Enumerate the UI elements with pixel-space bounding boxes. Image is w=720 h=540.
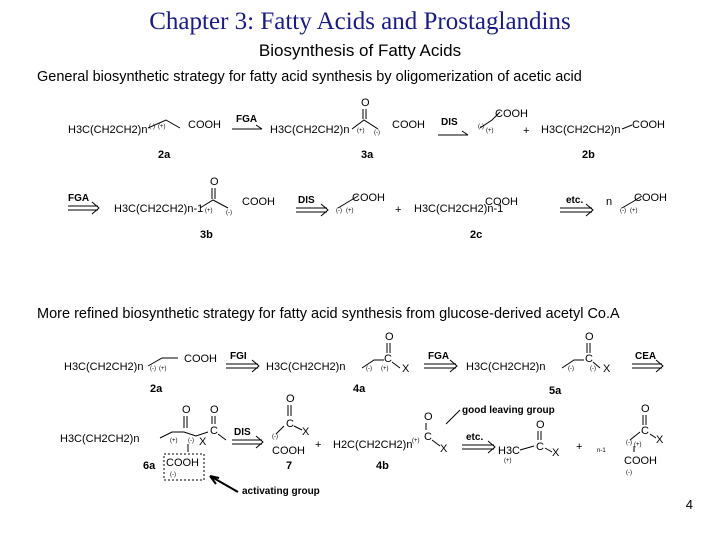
svg-text:(-): (-) — [170, 472, 176, 478]
strategy-text-1: General biosynthetic strategy for fatty acid synthesis by oligomerization of acetic acid — [37, 69, 582, 85]
note-activating-group: activating group — [242, 486, 320, 497]
compound-4a-chain: H3C(CH2CH2)n — [266, 361, 346, 373]
svg-text:(+): (+) — [357, 128, 365, 134]
label-2c: 2c — [470, 229, 483, 241]
compound-5a-carbon: C — [585, 353, 593, 365]
scheme-general — [0, 92, 720, 247]
leaving-group-pointer — [446, 410, 460, 424]
compound-2a-cooh: COOH — [188, 119, 221, 131]
arrow-fga2-label: FGA — [68, 193, 90, 204]
compound-4a-carbon: C — [384, 353, 392, 365]
svg-text:(-): (-) — [626, 440, 632, 446]
plus-3: + — [315, 439, 322, 451]
plus-2: + — [395, 204, 402, 216]
fragment-final-cooh: COOH — [634, 192, 667, 204]
fragment-malonyl-x: X — [656, 434, 664, 446]
compound-3a-cooh: COOH — [392, 119, 425, 131]
svg-text:(-): (-) — [374, 130, 380, 136]
compound-5a-oxygen: O — [585, 331, 594, 343]
arrow-dis3-label: DIS — [234, 427, 251, 438]
label-2a-b: 2a — [150, 383, 163, 395]
compound-2a-cooh-b: COOH — [184, 353, 217, 365]
compound-2a-chain: H3C(CH2CH2)n — [68, 124, 148, 136]
arrow-dis-label: DIS — [441, 117, 458, 128]
compound-6a-oxygen1: O — [182, 404, 191, 416]
svg-text:(+): (+) — [412, 438, 420, 444]
compound-3b-oxygen: O — [210, 176, 219, 188]
fragment-2b-cooh: COOH — [495, 108, 528, 120]
svg-text:(-): (-) — [149, 124, 155, 130]
arrow-cea-label: CEA — [635, 351, 657, 362]
label-4a: 4a — [353, 383, 366, 395]
compound-2b-cooh: COOH — [632, 119, 665, 131]
arrow-etc2-label: etc. — [466, 432, 484, 443]
strategy-text-2: More refined biosynthetic strategy for fatty acid synthesis from glucose-derived acetyl Co.A — [37, 306, 620, 322]
fragment-h3c: H3C — [498, 445, 521, 457]
slide-subtitle: Biosynthesis of Fatty Acids — [258, 41, 462, 60]
fragment-7-carbon: C — [286, 418, 294, 430]
arrow-fga3-label: FGA — [428, 351, 450, 362]
fragment-7-oxygen: O — [286, 393, 295, 405]
activating-group-arrow — [210, 476, 238, 492]
fragment-7-cooh: COOH — [272, 445, 305, 457]
svg-text:(-): (-) — [150, 366, 156, 372]
plus-4: + — [576, 441, 583, 453]
compound-3a-oxygen: O — [361, 97, 370, 109]
svg-text:(-): (-) — [626, 470, 632, 476]
page-number: 4 — [685, 497, 693, 512]
compound-4a-x: X — [402, 363, 410, 375]
fragment-malonyl-cooh: COOH — [624, 455, 657, 467]
plus-1: + — [523, 125, 530, 137]
compound-6a-x: X — [199, 436, 207, 448]
compound-2c-chain: H3C(CH2CH2)n-1 — [414, 203, 504, 215]
arrow-dis — [438, 131, 468, 135]
svg-text:(-): (-) — [478, 124, 484, 130]
compound-4b-x: X — [440, 443, 448, 455]
compound-4b-oxygen: O — [424, 411, 433, 423]
svg-text:(-): (-) — [568, 366, 574, 372]
arrow-dis2-label: DIS — [298, 195, 315, 206]
compound-3a-chain: H3C(CH2CH2)n — [270, 124, 350, 136]
label-2b: 2b — [582, 149, 595, 161]
compound-4a-oxygen: O — [385, 331, 394, 343]
compound-4b-chain: H2C(CH2CH2)n — [333, 439, 413, 451]
svg-text:(+): (+) — [381, 366, 389, 372]
label-5a: 5a — [549, 385, 562, 397]
arrow-fga-label: FGA — [236, 114, 258, 125]
arrow-fga — [232, 125, 262, 129]
compound-6a-carbon: C — [210, 425, 218, 437]
compound-6a-oxygen2: O — [210, 404, 219, 416]
slide-title: Chapter 3: Fatty Acids and Prostaglandins — [149, 8, 571, 35]
compound-6a-cooh: COOH — [166, 457, 199, 469]
svg-text:(-): (-) — [272, 434, 278, 440]
svg-text:(-): (-) — [366, 366, 372, 372]
label-3a: 3a — [361, 149, 374, 161]
compound-3b-chain: H3C(CH2CH2)n-1 — [114, 203, 204, 215]
fragment-2c-cooh: COOH — [352, 192, 385, 204]
svg-text:(-): (-) — [336, 208, 342, 214]
svg-text:(-): (-) — [590, 366, 596, 372]
arrow-fgi-label: FGI — [230, 351, 247, 362]
compound-2a-chain-b: H3C(CH2CH2)n — [64, 361, 144, 373]
label-2a: 2a — [158, 149, 171, 161]
svg-text:(+): (+) — [504, 458, 512, 464]
fragment-acetyl-x: X — [552, 447, 560, 459]
compound-2c-cooh: COOH — [485, 196, 518, 208]
fragment-malonyl-oxygen: O — [641, 403, 650, 415]
svg-text:(-): (-) — [226, 210, 232, 216]
multiplier-n-minus-1: n-1 — [597, 448, 606, 454]
label-7: 7 — [286, 460, 293, 472]
svg-text:(+): (+) — [634, 442, 642, 448]
fragment-7-x: X — [302, 426, 310, 438]
compound-6a-chain: H3C(CH2CH2)n — [60, 433, 140, 445]
compound-3b-cooh: COOH — [242, 196, 275, 208]
svg-text:(+): (+) — [158, 124, 166, 130]
svg-text:(+): (+) — [346, 208, 354, 214]
compound-4b-carbon: C — [424, 431, 432, 443]
svg-text:(+): (+) — [170, 438, 178, 444]
svg-text:(-): (-) — [188, 438, 194, 444]
note-good-leaving-group: good leaving group — [462, 405, 555, 416]
svg-text:(+): (+) — [205, 208, 213, 214]
fragment-acetyl-carbon: C — [536, 441, 544, 453]
svg-text:(-): (-) — [620, 208, 626, 214]
compound-5a-x: X — [603, 363, 611, 375]
arrow-etc-label: etc. — [566, 195, 584, 206]
fragment-malonyl-carbon: C — [641, 425, 649, 437]
scheme-refined — [0, 328, 720, 498]
svg-text:(+): (+) — [486, 128, 494, 134]
multiplier-n: n — [606, 196, 613, 208]
svg-text:(+): (+) — [159, 366, 167, 372]
compound-5a-chain: H3C(CH2CH2)n — [466, 361, 546, 373]
compound-2b-chain: H3C(CH2CH2)n — [541, 124, 621, 136]
label-6a: 6a — [143, 460, 156, 472]
label-4b: 4b — [376, 460, 389, 472]
label-3b: 3b — [200, 229, 213, 241]
fragment-acetyl-oxygen: O — [536, 419, 545, 431]
svg-text:(+): (+) — [630, 208, 638, 214]
